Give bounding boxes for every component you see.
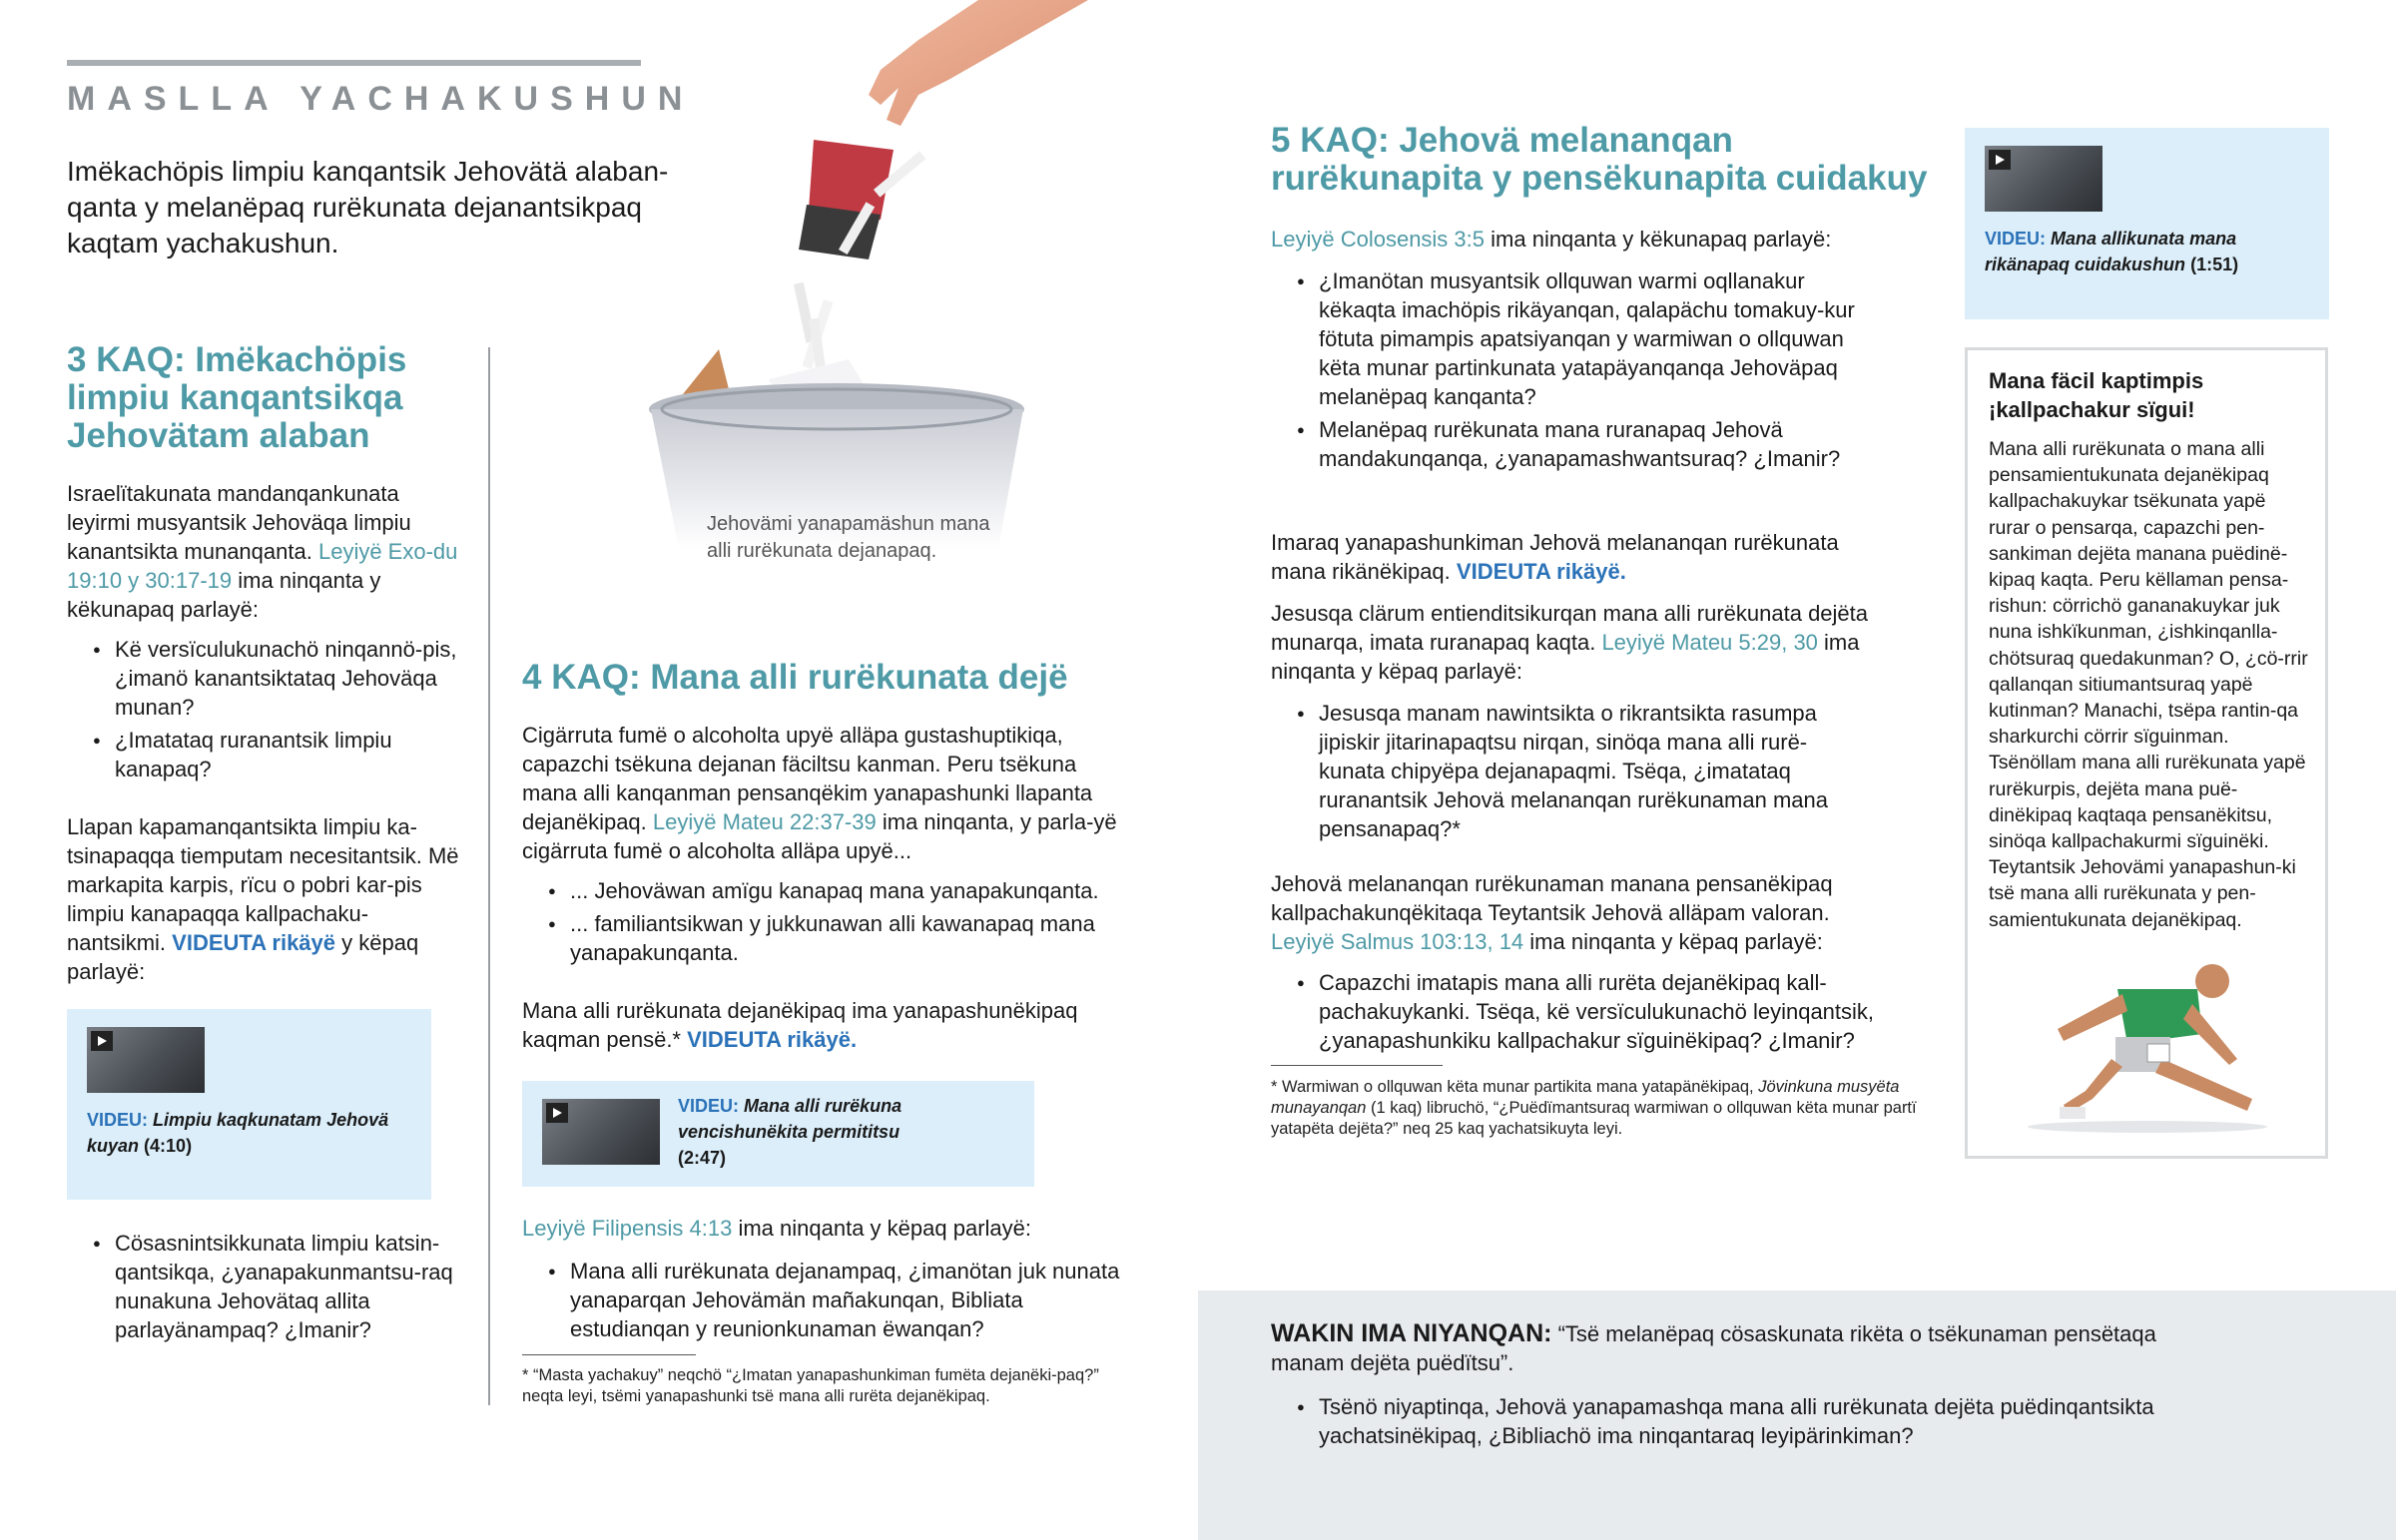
section5-scripture-link[interactable]: Leyiyë Colosensis 3:5 xyxy=(1271,227,1486,252)
section5-bullets xyxy=(1271,266,1870,477)
section5-bullet: ● ¿Imanötan musyantsik ollquwan warmi oqllanakur këkaqta imachöpis rikäyanqan, qalapächu tomakuy-kur fötuta pimampis apatsiyanqan y warmiwan o ollquwan këta munar partinkunata yatapäyanqanqa Jehoväpaq melanëpaq kanqanta? xyxy=(1271,266,1870,411)
kicker-rule xyxy=(67,60,641,66)
section5-title: 5 KAQ: Jehovä melananqan rurëkunapita y pensëkunapita cuidakuy xyxy=(1271,121,1928,198)
sidebar-video-box[interactable] xyxy=(1965,128,2329,319)
section3-video-link[interactable]: VIDEUTA rikäyë xyxy=(172,930,336,955)
video-duration: (4:10) xyxy=(144,1136,193,1156)
runner-illustration xyxy=(1998,949,2297,1139)
section5-video-link[interactable]: VIDEUTA rikäyë. xyxy=(1456,559,1626,584)
section5-bullet: ● Melanëpaq rurëkunata mana ruranapaq Jehovä mandakunqanqa, ¿yanapamashwantsuraq? ¿Imanir? xyxy=(1271,415,1870,473)
objection-label: WAKIN IMA NIYANQAN: xyxy=(1271,1319,1552,1347)
section4-bullets2 xyxy=(522,1257,1131,1347)
section5-bullets2 xyxy=(1271,699,1870,847)
section4-video-box[interactable] xyxy=(522,1081,1034,1187)
section5-bullets3 xyxy=(1271,968,1890,1059)
section5-para4-text: Jehovä melananqan rurëkunaman manana pensanëkipaq kallpachakunqëkitaqa Teytantsik Jehovä alläpam valoran. xyxy=(1271,871,1833,925)
video-title: Mana allikunata mana rikänapaq cuidakushun xyxy=(1985,229,2237,274)
section3-para2-tail: y këpaq parlayë: xyxy=(67,930,419,984)
section3-bullets2 xyxy=(67,1229,466,1348)
section3-para2 xyxy=(67,812,466,986)
footnote-text-a: * Warmiwan o ollquwan këta munar partikita mana yatapänëkipaq, xyxy=(1271,1078,1754,1096)
trash-caption: Jehovämi yanapamäshun mana alli rurëkunata dejanapaq. xyxy=(707,513,990,562)
video-thumbnail[interactable] xyxy=(87,1027,205,1093)
video-thumbnail[interactable] xyxy=(1985,146,2102,212)
trash-illustration xyxy=(619,0,1098,559)
section4-scripture-link[interactable]: Leyiyë Mateu 22:37-39 xyxy=(652,809,877,834)
section5-bullet: ● Capazchi imatapis mana alli rurëta dejanëkipaq kall-pachakuykanki. Tsëqa, kë versïculukunachö leyinqantsik, ¿yanapashunkiku kallpachakur sïguinëkipaq? ¿Imanir? xyxy=(1271,968,1890,1055)
section4-footnote: * “Masta yachakuy” neqchö “¿Imatan yanapashunkiman fumëta dejanëki-paq?” neqta leyi, tsëmi yanapashunki tsë mana alli rurëta dejanëkipaq. xyxy=(522,1366,1099,1405)
section3-bullet: ● ¿Imatataq ruranantsik limpiu kanapaq? xyxy=(67,726,466,783)
video-duration: (1:51) xyxy=(2190,255,2239,274)
objection-bullet: ● Tsënö niyaptinqa, Jehovä yanapamashqa mana alli rurëkunata dejëta puëdinqantsikta yachatsinëkipaq, ¿Bibliachö ima ninqantaraq leyipärinkiman? xyxy=(1271,1392,2229,1450)
video-title: Mana alli rurëkuna vencishunëkita permititsu xyxy=(678,1096,902,1142)
objection-paragraph xyxy=(1271,1319,2229,1377)
section5-scripture-link2[interactable]: Leyiyë Mateu 5:29, 30 xyxy=(1601,630,1818,655)
section5-bullet: ● Jesusqa manam nawintsikta o rikrantsikta rasumpa jipiskir jitarinapaqtsu nirqan, sinöqa mana alli rurë-kunata chipyëpa dejanapaqmi. Tsëqa, ¿imatataq ruranantsik Jehovä melananqan rurëkunaman mana pensanapaq?* xyxy=(1271,699,1870,843)
section5-para2-text: Imaraq yanapashunkiman Jehovä melananqan rurëkunata mana rikänëkipaq. xyxy=(1271,530,1839,584)
section3-video-caption xyxy=(87,1107,416,1159)
video-thumbnail[interactable] xyxy=(542,1099,660,1165)
section3-para1-tail: ima ninqanta y këkunapaq parlayë: xyxy=(67,568,381,622)
section5-para3-tail: ima ninqanta y këpaq parlayë: xyxy=(1271,630,1860,684)
section4-bullet: ● ... Jehoväwan amïgu kanapaq mana yanapakunqanta. xyxy=(522,876,1131,905)
section3-video-box[interactable] xyxy=(67,1009,431,1200)
footnote-book-title: Jövinkuna musyëta munayanqan xyxy=(1271,1078,1900,1117)
section4-para1-text: Cigärruta fumë o alcoholta upyë alläpa gustashuptikiqa, capazchi tsëkuna dejanan fäciltsu kanman. Peru tsëkuna mana alli kanqanman pensanqëkim yanapashunki llapanta dejanëkipaq. xyxy=(522,723,1093,834)
video-title: Limpiu kaqkunatam Jehovä kuyan xyxy=(87,1110,389,1156)
sidebar-box-title: Mana fäcil kaptimpis ¡kallpachakur sïgui! xyxy=(1989,368,2204,422)
objection-bullets xyxy=(1271,1392,2229,1454)
section3-bullet: ● Kë versïculukunachö ninqannö-pis, ¿imanö kanantsiktataq Jehoväqa munan? xyxy=(67,635,466,722)
section4-scripture-link2[interactable]: Leyiyë Filipensis 4:13 xyxy=(522,1216,733,1241)
objection-quote: “Tsë melanëpaq cösaskunata rikëta o tsëkunaman pensëtaqa manam dejëta puëdïtsu”. xyxy=(1271,1321,2156,1375)
section3-para2-text: Llapan kapamanqantsikta limpiu ka-tsinapaqqa tiemputam necesitantsik. Më markapita karpis, rïcu o pobri kar-pis limpiu kanapaqqa kallpachaku-nantsikmi. xyxy=(67,814,459,955)
section4-para2-text: Mana alli rurëkunata dejanëkipaq ima yanapashunëkipaq kaqman pensë.* xyxy=(522,998,1078,1052)
section5-para4 xyxy=(1271,869,1890,956)
column-divider xyxy=(488,347,490,1405)
section5-para1-tail: ima ninqanta y këkunapaq parlayë: xyxy=(1491,227,1832,252)
section4-para3-tail: ima ninqanta y këpaq parlayë: xyxy=(738,1216,1031,1241)
play-icon[interactable] xyxy=(546,1103,568,1123)
play-icon[interactable] xyxy=(1989,150,2011,170)
section4-bullet: ● Mana alli rurëkunata dejanampaq, ¿imanötan juk nunata yanaparqan Jehovämän mañakunqan, Bibliata estudianqan y reunionkunaman ëwanqan? xyxy=(522,1257,1131,1343)
sidebar-box-text: Mana alli rurëkunata o mana alli pensamientukunata dejanëkipaq kallpachakuykar tsëkunata yapë rurar o pensarqa, capazchi pen-sankiman dejëta manana puëdinë-kipaq kaqta. Peru këllaman pensa-rishun: cörrichö gananakuykar juk nuna ishkïkunman, ¿ishkinqanlla-chötsuraq quedakunman? O, ¿cö-rrir qallanqan sitiumantsuraq yapë kutinman? Manachi, tsëpa rantin-qa sharkurchi cörrir sïguinman. Tsënöllam mana alli rurëkunata yapë rurëkurpis, dejëta mana puë-dinëkipaq kaqtaqa pensanëkitsu, sinöqa kallpachakurmi sïguinëki. Teytantsik Jehovämi yanapashun-ki tsë mana alli rurëkunata y pen-samientukunata dejanëkipaq. xyxy=(1989,438,2308,931)
section4-bullets xyxy=(522,876,1131,971)
runner-icon xyxy=(1998,949,2297,1139)
video-label: VIDEU: xyxy=(87,1110,149,1130)
video-label: VIDEU: xyxy=(678,1096,740,1116)
section5-scripture-link3[interactable]: Leyiyë Salmus 103:13, 14 xyxy=(1271,929,1524,954)
section3-para1 xyxy=(67,479,466,624)
section4-para3 xyxy=(522,1214,1131,1243)
play-icon[interactable] xyxy=(91,1031,113,1051)
section3-para1-text: Israelïtakunata mandanqankunata leyirmi musyantsik Jehoväqa limpiu kanantsikta munanqanta. xyxy=(67,481,411,564)
section3-bullet: ● Cösasnintsikkunata limpiu katsin-qantsikqa, ¿yanapakunmantsu-raq nunakuna Jehovätaq allita parlayänampaq? ¿Imanir? xyxy=(67,1229,466,1344)
section3-scripture-link[interactable]: Leyiyë Exo-du 19:10 y 30:17-19 xyxy=(67,539,458,593)
footnote-text-b: (1 kaq) libruchö, “¿Puëdïmantsuraq warmiwan o ollquwan këta munar partï yatapëta dejëta?” neq 25 kaq yachatsikuyta leyi. xyxy=(1271,1099,1917,1138)
section5-footnote-rule xyxy=(1271,1065,1443,1066)
section5-para2 xyxy=(1271,528,1890,586)
section4-bullet: ● ... familiantsikwan y jukkunawan alli kawanapaq mana yanapakunqanta. xyxy=(522,909,1131,967)
section4-para2 xyxy=(522,996,1131,1054)
page-kicker: MASLLA YACHAKUSHUN xyxy=(67,80,695,118)
video-label: VIDEU: xyxy=(1985,229,2047,249)
section4-video-link[interactable]: VIDEUTA rikäyë. xyxy=(687,1027,858,1052)
section4-para1 xyxy=(522,721,1131,865)
section4-footnote-rule xyxy=(522,1354,696,1355)
section5-para3-text: Jesusqa clärum entienditsikurqan mana alli rurëkunata dejëta munarqa, imata ruranapaq kaqta. xyxy=(1271,601,1869,655)
intro-text: Imëkachöpis limpiu kanqantsik Jehovätä alaban-qanta y melanëpaq rurëkunata dejanantsikpaq kaqtam yachakushun. xyxy=(67,156,669,258)
video-duration: (2:47) xyxy=(678,1148,727,1168)
section5-para3 xyxy=(1271,599,1890,686)
section5-footnote xyxy=(1271,1077,1920,1140)
sidebar-video-caption xyxy=(1985,226,2314,277)
section4-title: 4 KAQ: Mana alli rurëkunata dejë xyxy=(522,658,1068,697)
section5-para4-tail: ima ninqanta y këpaq parlayë: xyxy=(1529,929,1823,954)
section4-video-caption xyxy=(678,1093,907,1171)
section4-para1-tail: ima ninqanta, y parla-yë cigärruta fumë o alcoholta alläpa upyë... xyxy=(522,809,1117,863)
section3-title: 3 KAQ: Imëkachöpis limpiu kanqantsikqa Jehovätam alaban xyxy=(67,340,407,455)
trash-can-icon xyxy=(619,0,1098,559)
sidebar-box xyxy=(1965,347,2328,1159)
section3-bullets xyxy=(67,635,466,787)
section5-para1 xyxy=(1271,225,1890,254)
